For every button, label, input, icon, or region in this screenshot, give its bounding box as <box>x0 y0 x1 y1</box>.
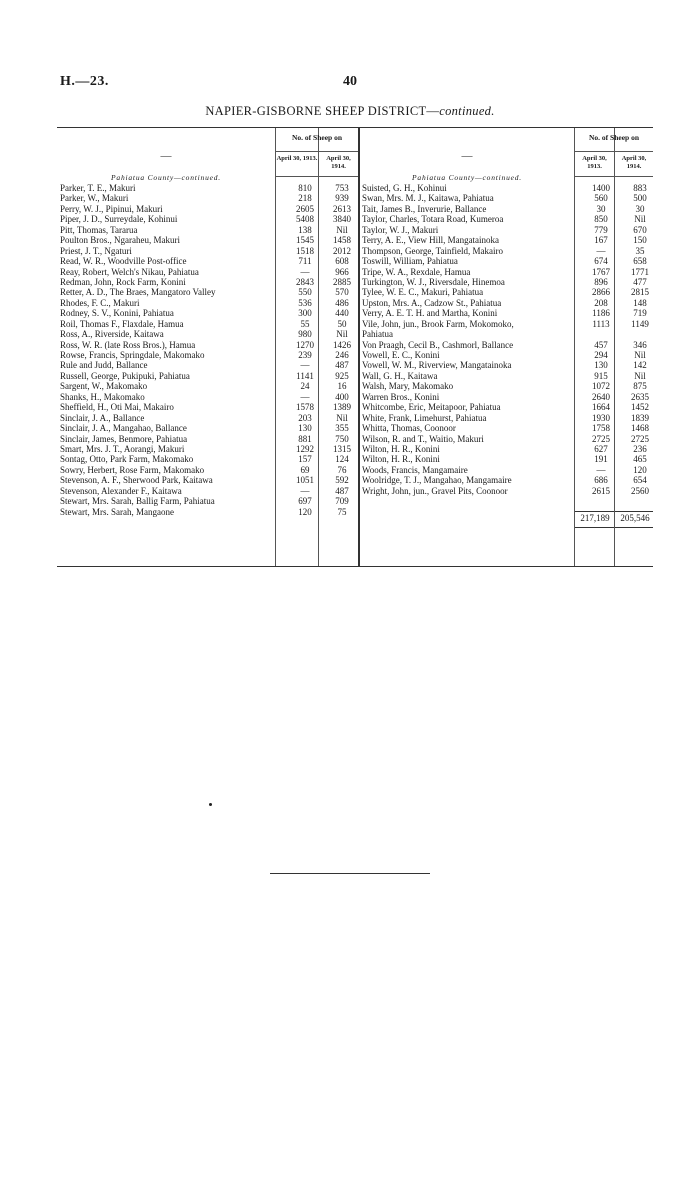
table-row <box>57 308 358 318</box>
row-name: Rowse, Francis, Springdale, Makomako <box>60 350 205 360</box>
row-name: Sowry, Herbert, Rose Farm, Makomako <box>60 464 205 475</box>
row-value-1913: 203 <box>298 412 312 423</box>
table-row <box>57 204 358 214</box>
row-value-1913: 1400 <box>592 183 610 193</box>
row-value-1913: 138 <box>298 224 312 235</box>
row-name: Rhodes, F. C., Makuri <box>60 297 140 308</box>
no-of-sheep-header-right: No. of Sheep on <box>588 133 639 142</box>
row-name: Stevenson, Alexander F., Kaitawa <box>60 485 182 496</box>
row-value-1914: 654 <box>633 475 647 486</box>
row-value-1914: 608 <box>335 256 349 267</box>
table-row <box>359 381 653 391</box>
table-row <box>359 329 653 339</box>
row-name: Priest, J. T., Ngaturi <box>60 245 132 256</box>
row-value-1914: 1315 <box>333 443 351 454</box>
row-value-1914: 487 <box>335 485 349 496</box>
row-value-1913: 1930 <box>592 412 610 423</box>
row-value-1913: 208 <box>594 297 608 308</box>
row-name: Ross, W. R. (late Ross Bros.), Hamua <box>60 339 196 350</box>
table-row <box>57 454 358 464</box>
row-value-1913: 218 <box>298 193 312 204</box>
table-row <box>359 235 653 245</box>
row-value-1913: 69 <box>300 464 310 475</box>
row-value-1914: 142 <box>633 360 647 371</box>
row-value-1913: 2725 <box>592 433 610 444</box>
row-value-1913: 1545 <box>296 235 314 246</box>
row-name: Wright, John, jun., Gravel Pits, Coonoor <box>362 485 508 496</box>
total-rule <box>575 511 614 512</box>
row-value-1914: 16 <box>337 381 347 392</box>
row-value-1914: 148 <box>633 297 647 308</box>
table-row <box>57 360 358 370</box>
table-row <box>359 413 653 423</box>
row-value-1914: 570 <box>335 287 349 298</box>
table-row <box>57 423 358 433</box>
row-value-1914: Nil <box>634 214 646 225</box>
table-row <box>359 434 653 444</box>
row-name: Stevenson, A. F., Sherwood Park, Kaitawa <box>60 475 213 486</box>
table-row <box>57 496 358 506</box>
row-name: Pitt, Thomas, Tararua <box>60 224 138 235</box>
page-header-code: H.—23. <box>60 74 109 89</box>
row-value-1914: 2885 <box>333 276 351 287</box>
row-value-1913: 536 <box>298 297 312 308</box>
row-value-1913: 810 <box>298 183 312 193</box>
row-value-1913: 2605 <box>296 203 314 214</box>
row-value-1913: 1758 <box>592 423 610 434</box>
row-name: Vile, John, jun., Brook Farm, Mokomoko, <box>362 318 514 329</box>
table-row <box>57 475 358 485</box>
table-row <box>359 308 653 318</box>
row-value-1914: 486 <box>335 297 349 308</box>
row-value-1913: 686 <box>594 475 608 486</box>
total-rule-bottom <box>575 527 614 528</box>
row-value-1913: — <box>596 245 606 256</box>
row-value-1914: Nil <box>336 412 348 423</box>
row-value-1913: — <box>596 464 606 475</box>
row-value-1913: 674 <box>594 256 608 267</box>
row-value-1914: 1149 <box>631 318 649 329</box>
row-name: Vowell, E. C., Konini <box>362 350 440 360</box>
row-name: Wilton, H. R., Konini <box>362 454 440 465</box>
row-value-1914: 1426 <box>333 339 351 350</box>
table-row <box>57 329 358 339</box>
row-name: Shanks, H., Makomako <box>60 391 145 402</box>
row-value-1914: 925 <box>335 370 349 381</box>
row-value-1914: 500 <box>633 193 647 204</box>
row-name: Wilton, H. R., Konini <box>362 443 440 454</box>
row-value-1913: — <box>300 266 310 277</box>
row-name: Taylor, W. J., Makuri <box>362 224 439 235</box>
table-row <box>57 413 358 423</box>
table-row <box>359 402 653 412</box>
row-name: Retter, A. D., The Braes, Mangatoro Valley <box>60 287 216 298</box>
row-name: Suisted, G. H., Kohinui <box>362 183 447 193</box>
right-half <box>359 128 653 566</box>
row-value-1914: 50 <box>337 318 347 329</box>
row-value-1914: 465 <box>633 454 647 465</box>
row-name: Redman, John, Rock Farm, Konini <box>60 276 186 287</box>
row-value-1913: 711 <box>298 256 312 267</box>
row-value-1913: 850 <box>594 214 608 225</box>
table-row <box>359 486 653 496</box>
row-value-1913: 239 <box>298 350 312 360</box>
table-row <box>57 256 358 266</box>
row-value-1913: 5408 <box>296 214 314 225</box>
table-row <box>359 454 653 464</box>
row-value-1913: 120 <box>298 506 312 517</box>
table-row <box>359 423 653 433</box>
row-name: Taylor, Charles, Totara Road, Kumeroa <box>362 214 504 225</box>
row-value-1913: 1518 <box>296 245 314 256</box>
row-name: White, Frank, Limehurst, Pahiatua <box>362 412 487 423</box>
table-row <box>359 371 653 381</box>
row-name: Terry, A. E., View Hill, Mangatainoka <box>362 235 500 246</box>
row-value-1914: Nil <box>336 329 348 340</box>
page-number: 40 <box>343 74 357 89</box>
row-value-1914: 440 <box>335 308 349 319</box>
row-name: Swan, Mrs. M. J., Kaitawa, Pahiatua <box>362 193 494 204</box>
row-value-1913: 1051 <box>296 475 314 486</box>
table-row <box>359 319 653 329</box>
row-value-1914: 3840 <box>333 214 351 225</box>
row-value-1913: 1113 <box>592 318 610 329</box>
total-rule-bottom <box>615 527 653 528</box>
row-value-1914: 355 <box>335 423 349 434</box>
row-value-1914: 487 <box>335 360 349 371</box>
county-subheading: Pahiatua County—continued. <box>412 173 522 182</box>
table-row <box>359 444 653 454</box>
row-value-1914: 592 <box>335 475 349 486</box>
table-row <box>359 267 653 277</box>
table-row <box>359 277 653 287</box>
row-name: Sheffield, H., Oti Mai, Makairo <box>60 402 174 413</box>
row-value-1913: 1141 <box>296 370 314 381</box>
row-value-1914: 124 <box>335 454 349 465</box>
left-half <box>57 128 358 566</box>
row-name: Ross, A., Riverside, Kaitawa <box>60 329 164 340</box>
row-name: Sinclair, James, Benmore, Pahiatua <box>60 433 188 444</box>
table-row <box>57 183 358 193</box>
row-value-1914: 2012 <box>333 245 351 256</box>
row-value-1914: 966 <box>335 266 349 277</box>
row-value-1914: 246 <box>335 350 349 360</box>
no-of-sheep-header-left: No. of Sheep on <box>291 133 342 142</box>
row-value-1913: 24 <box>300 381 310 392</box>
row-value-1914: 30 <box>635 203 645 214</box>
row-name: Whitcombe, Eric, Meitapoor, Pahiatua <box>362 402 501 413</box>
row-value-1914: Nil <box>336 224 348 235</box>
row-value-1913: 1767 <box>592 266 610 277</box>
totals-row <box>359 513 653 525</box>
page-title <box>0 104 700 119</box>
col-1913-header-right: April 30, 1913. <box>575 151 614 177</box>
row-name: Piper, J. D., Surreydale, Kohinui <box>60 214 178 225</box>
row-value-1913: 1186 <box>592 308 610 319</box>
table-row <box>359 287 653 297</box>
table-row <box>57 193 358 203</box>
row-name: Stewart, Mrs. Sarah, Mangaone <box>60 506 174 517</box>
name-column-header: — <box>461 150 473 162</box>
row-value-1914: 76 <box>337 464 347 475</box>
row-value-1913: — <box>300 485 310 496</box>
page-title-main: NAPIER-GISBORNE SHEEP DISTRICT— <box>205 104 440 118</box>
table-row <box>57 434 358 444</box>
table-row <box>57 486 358 496</box>
table-row <box>359 465 653 475</box>
row-value-1913: 191 <box>594 454 608 465</box>
total-1914: 205,546 <box>620 513 650 523</box>
row-name: Tripe, W. A., Rexdale, Hamua <box>362 266 471 277</box>
row-value-1913: 130 <box>298 423 312 434</box>
col-1914-header-left: April 30, 1914. <box>319 151 358 177</box>
table-row <box>57 287 358 297</box>
row-name: Parker, W., Makuri <box>60 193 129 204</box>
sheep-table <box>57 127 653 567</box>
row-value-1913: 167 <box>594 235 608 246</box>
row-value-1913: 627 <box>594 443 608 454</box>
table-row <box>359 340 653 350</box>
ink-speck <box>209 803 212 806</box>
row-value-1913: 2640 <box>592 391 610 402</box>
name-column-header: — <box>160 150 172 162</box>
row-value-1913: — <box>300 360 310 371</box>
row-value-1914: 477 <box>633 276 647 287</box>
row-value-1914: 236 <box>633 443 647 454</box>
row-value-1914: 120 <box>633 464 647 475</box>
table-row <box>57 402 358 412</box>
row-name: Whitta, Thomas, Coonoor <box>362 423 456 434</box>
row-name: Wilson, R. and T., Waitio, Makuri <box>362 433 484 444</box>
table-row <box>359 360 653 370</box>
table-row <box>57 444 358 454</box>
table-row <box>359 183 653 193</box>
row-value-1914: 658 <box>633 256 647 267</box>
row-name: Turkington, W. J., Riversdale, Hinemoa <box>362 276 505 287</box>
page-title-continued: continued. <box>439 104 495 118</box>
row-name: Upston, Mrs. A., Cadzow St., Pahiatua <box>362 297 502 308</box>
row-value-1914: 1839 <box>631 412 649 423</box>
row-value-1913: 915 <box>594 370 608 381</box>
row-value-1914: 750 <box>335 433 349 444</box>
row-name: Perry, W. J., Pipinui, Makuri <box>60 203 163 214</box>
row-value-1913: 157 <box>298 454 312 465</box>
row-name: Vowell, W. M., Riverview, Mangatainoka <box>362 360 512 371</box>
row-name: Tait, James B., Inverurie, Ballance <box>362 203 487 214</box>
row-value-1913: 980 <box>298 329 312 340</box>
table-row <box>359 214 653 224</box>
table-row <box>57 214 358 224</box>
row-name: Pahiatua <box>362 329 393 340</box>
row-value-1914: 2725 <box>631 433 649 444</box>
row-value-1913: 130 <box>594 360 608 371</box>
table-row <box>57 277 358 287</box>
table-row <box>57 235 358 245</box>
row-value-1914: 753 <box>335 183 349 193</box>
table-row <box>57 298 358 308</box>
row-value-1914: 1458 <box>333 235 351 246</box>
right-rows <box>359 183 653 496</box>
row-value-1913: 300 <box>298 308 312 319</box>
row-value-1913: 1072 <box>592 381 610 392</box>
table-row <box>57 381 358 391</box>
row-name: Russell, George, Pukipuki, Pahiatua <box>60 370 190 381</box>
row-name: Roil, Thomas F., Flaxdale, Hamua <box>60 318 184 329</box>
row-value-1914: 670 <box>633 224 647 235</box>
table-row <box>359 193 653 203</box>
row-value-1913: 896 <box>594 276 608 287</box>
row-name: Smart, Mrs. J. T., Aorangi, Makuri <box>60 443 185 454</box>
row-name: Thompson, George, Tainfield, Makairo <box>362 245 504 256</box>
row-value-1914: 719 <box>633 308 647 319</box>
row-name: Woolridge, T. J., Mangahao, Mangamaire <box>362 475 512 486</box>
row-value-1914: 883 <box>633 183 647 193</box>
row-value-1913: 1664 <box>592 402 610 413</box>
table-row <box>57 392 358 402</box>
row-value-1914: 75 <box>337 506 347 517</box>
total-1913: 217,189 <box>580 513 610 523</box>
row-value-1913: 294 <box>594 350 608 360</box>
county-subheading: Pahiatua County—continued. <box>111 173 221 182</box>
row-value-1913: 2615 <box>592 485 610 496</box>
table-row <box>57 507 358 517</box>
row-value-1914: 2635 <box>631 391 649 402</box>
row-value-1914: 400 <box>335 391 349 402</box>
row-name: Woods, Francis, Mangamaire <box>362 464 468 475</box>
row-name: Sinclair, J. A., Mangahao, Ballance <box>60 423 187 434</box>
row-name: Sargent, W., Makomako <box>60 381 148 392</box>
row-name: Verry, A. E. T. H. and Martha, Konini <box>362 308 498 319</box>
row-value-1914: 1771 <box>631 266 649 277</box>
table-row <box>359 256 653 266</box>
row-value-1914: 1389 <box>333 402 351 413</box>
row-value-1913: 560 <box>594 193 608 204</box>
row-value-1913: 457 <box>594 339 608 350</box>
row-value-1914: 150 <box>633 235 647 246</box>
row-name: Tylee, W. E. C., Makuri, Pahiatua <box>362 287 484 298</box>
left-rows <box>57 183 358 517</box>
row-value-1913: 1578 <box>296 402 314 413</box>
row-value-1914: Nil <box>634 370 646 381</box>
row-value-1913: — <box>300 391 310 402</box>
row-name: Parker, T. E., Makuri <box>60 183 136 193</box>
row-value-1913: 2843 <box>296 276 314 287</box>
table-row <box>57 319 358 329</box>
row-name: Sinclair, J. A., Ballance <box>60 412 145 423</box>
row-name: Stewart, Mrs. Sarah, Ballig Farm, Pahiatua <box>60 496 215 507</box>
row-name: Wall, G. H., Kaitawa <box>362 370 438 381</box>
row-value-1913: 881 <box>298 433 312 444</box>
row-name: Rodney, S. V., Konini, Pahiatua <box>60 308 174 319</box>
table-row <box>57 465 358 475</box>
row-name: Read, W. R., Woodville Post-office <box>60 256 187 267</box>
row-name: Toswill, William, Pahiatua <box>362 256 458 267</box>
row-value-1914: 1468 <box>631 423 649 434</box>
row-value-1913: 30 <box>596 203 606 214</box>
table-row <box>57 225 358 235</box>
row-value-1914: 939 <box>335 193 349 204</box>
row-value-1914: Nil <box>634 350 646 360</box>
table-row <box>359 225 653 235</box>
table-row <box>359 392 653 402</box>
row-value-1913: 697 <box>298 496 312 507</box>
table-row <box>359 246 653 256</box>
footer-rule <box>270 873 430 874</box>
row-value-1914: 2560 <box>631 485 649 496</box>
row-value-1914: 709 <box>335 496 349 507</box>
row-name: Sontag, Otto, Park Farm, Makomako <box>60 454 194 465</box>
row-value-1913: 2866 <box>592 287 610 298</box>
table-row <box>359 475 653 485</box>
row-name: Poulton Bros., Ngaraheu, Makuri <box>60 235 180 246</box>
table-row <box>359 204 653 214</box>
row-value-1914: 35 <box>635 245 645 256</box>
table-row <box>57 350 358 360</box>
table-row <box>57 267 358 277</box>
row-name: Von Praagh, Cecil B., Cashmorl, Ballance <box>362 339 514 350</box>
row-value-1913: 1292 <box>296 443 314 454</box>
row-value-1913: 1270 <box>296 339 314 350</box>
table-row <box>359 298 653 308</box>
table-row <box>57 246 358 256</box>
row-name: Walsh, Mary, Makomako <box>362 381 454 392</box>
row-name: Rule and Judd, Ballance <box>60 360 148 371</box>
col-1914-header-right: April 30, 1914. <box>615 151 653 177</box>
col-1913-header-left: April 30, 1913. <box>276 151 318 177</box>
row-value-1914: 2613 <box>333 203 351 214</box>
table-row <box>57 371 358 381</box>
table-row <box>57 340 358 350</box>
row-value-1914: 2815 <box>631 287 649 298</box>
row-name: Reay, Robert, Welch's Nikau, Pahiatua <box>60 266 199 277</box>
row-name: Warren Bros., Konini <box>362 391 440 402</box>
row-value-1914: 346 <box>633 339 647 350</box>
row-value-1913: 55 <box>300 318 310 329</box>
row-value-1914: 875 <box>633 381 647 392</box>
row-value-1914: 1452 <box>631 402 649 413</box>
row-value-1913: 550 <box>298 287 312 298</box>
row-value-1913: 779 <box>594 224 608 235</box>
total-rule <box>615 511 653 512</box>
table-row <box>359 350 653 360</box>
